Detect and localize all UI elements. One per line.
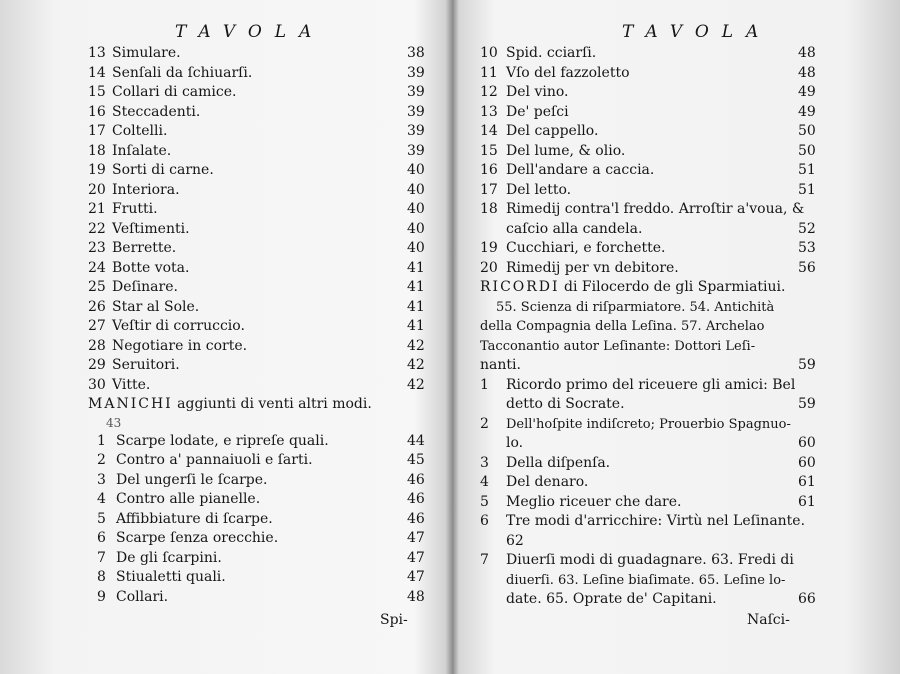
entry-page: 44 bbox=[407, 432, 425, 449]
entry-title: Del denaro. bbox=[506, 474, 589, 490]
toc-entry bbox=[0, 278, 452, 298]
entry-title: Veſtimenti. bbox=[112, 220, 190, 237]
entry-number: 26 bbox=[88, 298, 106, 315]
entry-title: Del lume, & olio. bbox=[506, 142, 626, 159]
toc-entry bbox=[0, 161, 452, 181]
toc-entry bbox=[0, 83, 452, 103]
entry-number: 29 bbox=[88, 357, 106, 373]
entry-title: De gli ſcarpini. bbox=[116, 549, 222, 566]
entry-title: Vſo del fazzoletto bbox=[506, 64, 630, 81]
entry-title-cont: lo. bbox=[506, 435, 524, 451]
entry-number: 12 bbox=[480, 84, 498, 100]
entry-number: 13 bbox=[88, 45, 106, 61]
toc-entry bbox=[460, 122, 900, 142]
section-heading-page: 43 bbox=[106, 415, 122, 430]
toc-entry bbox=[0, 376, 452, 396]
entry-page: 38 bbox=[407, 45, 425, 61]
entry-title-cont: diuerſi. 63. Leſine biaſimate. 65. Leſine lo- bbox=[506, 572, 786, 588]
toc-entry bbox=[0, 259, 452, 279]
entry-page: 48 bbox=[798, 64, 816, 81]
toc-entry bbox=[460, 181, 900, 201]
entry-title: Star al Sole. bbox=[112, 298, 200, 315]
ricordi-line bbox=[460, 298, 900, 318]
entry-number: 23 bbox=[88, 240, 106, 256]
entry-page: 61 bbox=[798, 493, 816, 510]
toc-entry bbox=[0, 200, 452, 220]
entry-page: 59 bbox=[798, 396, 816, 412]
ricordi-line bbox=[460, 337, 900, 357]
entry-number: 20 bbox=[88, 181, 106, 198]
entry-title-cont: 62 bbox=[506, 532, 524, 549]
ricordi-heading bbox=[460, 278, 900, 298]
entry-number: 6 bbox=[480, 513, 489, 529]
entry-page: 48 bbox=[407, 588, 425, 605]
entry-number: 2 bbox=[97, 452, 106, 468]
entry-title-cont: date. 65. Oprate de' Capitani. bbox=[506, 591, 717, 607]
entry-title: Frutti. bbox=[112, 201, 158, 217]
entry-number: 18 bbox=[480, 201, 498, 217]
toc-sub-entry bbox=[0, 432, 452, 452]
entry-title: Ricordo primo del riceuere gli amici: Bel bbox=[506, 376, 796, 393]
entry-title: caſcio alla candela. bbox=[506, 220, 643, 237]
entry-page: 47 bbox=[407, 530, 425, 546]
entry-page: 40 bbox=[407, 201, 425, 217]
entry-page: 60 bbox=[798, 435, 816, 451]
entry-page: 47 bbox=[407, 549, 425, 566]
toc-entry bbox=[460, 200, 900, 220]
ricordi-line-text: Tacconantio autor Leſinante: Dottori Leſi- bbox=[480, 338, 756, 354]
entry-page: 51 bbox=[798, 162, 816, 178]
entry-page: 39 bbox=[407, 103, 425, 120]
left-entry-list bbox=[0, 44, 452, 607]
entry-title: Deſinare. bbox=[112, 279, 178, 295]
entry-page: 41 bbox=[407, 259, 425, 276]
entry-title: Scarpe ſenza orecchie. bbox=[116, 530, 279, 546]
entry-page: 53 bbox=[798, 240, 816, 256]
toc-sub-entry bbox=[0, 529, 452, 549]
entry-number: 17 bbox=[480, 181, 498, 198]
toc-sub-entry bbox=[0, 510, 452, 530]
entry-page: 41 bbox=[407, 318, 425, 334]
entry-title: Del vino. bbox=[506, 84, 569, 100]
entry-page: 49 bbox=[798, 103, 816, 120]
ricordo-item bbox=[460, 493, 900, 513]
entry-page: 49 bbox=[798, 84, 816, 100]
toc-entry bbox=[460, 142, 900, 162]
ricordi-line bbox=[460, 317, 900, 337]
entry-number: 20 bbox=[480, 259, 498, 276]
entry-page: 39 bbox=[407, 64, 425, 81]
ricordi-line-text: 55. Scienza di riſparmiatore. 54. Antichità bbox=[496, 299, 775, 315]
entry-title: Rimedij per vn debitore. bbox=[506, 259, 679, 276]
entry-page: 41 bbox=[407, 279, 425, 295]
entry-title: Veſtir di corruccio. bbox=[112, 318, 245, 334]
entry-page: 48 bbox=[798, 45, 816, 61]
entry-title: Contro a' pannaiuoli e ſarti. bbox=[116, 452, 313, 468]
entry-number: 13 bbox=[480, 103, 498, 120]
entry-title: Collari di camice. bbox=[112, 84, 237, 100]
entry-page: 52 bbox=[798, 220, 816, 237]
entry-title: Della diſpenſa. bbox=[506, 454, 611, 471]
entry-page: 60 bbox=[798, 454, 816, 471]
toc-entry bbox=[460, 259, 900, 279]
toc-entry bbox=[0, 103, 452, 123]
entry-number: 19 bbox=[88, 162, 106, 178]
entry-page: 46 bbox=[407, 510, 425, 527]
toc-sub-entry bbox=[0, 451, 452, 471]
toc-sub-entry bbox=[0, 490, 452, 510]
toc-entry bbox=[0, 220, 452, 240]
entry-number: 28 bbox=[88, 337, 106, 354]
entry-title: Meglio riceuer che dare. bbox=[506, 493, 682, 510]
toc-entry bbox=[460, 161, 900, 181]
entry-page: 50 bbox=[798, 123, 816, 139]
entry-page: 39 bbox=[407, 142, 425, 159]
entry-number: 16 bbox=[88, 103, 106, 120]
entry-number: 21 bbox=[88, 201, 106, 217]
toc-sub-entry bbox=[0, 568, 452, 588]
ricordi-heading-text: di Filocerdo de gli Sparmiatiui. bbox=[564, 279, 786, 295]
ricordo-item bbox=[460, 454, 900, 474]
toc-entry bbox=[0, 64, 452, 84]
toc-entry bbox=[0, 44, 452, 64]
ricordo-item bbox=[460, 376, 900, 396]
section-heading-text: aggiunti di venti altri modi. bbox=[177, 396, 372, 412]
right-entry-list bbox=[460, 44, 900, 610]
entry-number: 5 bbox=[480, 493, 489, 510]
entry-number: 15 bbox=[480, 142, 498, 159]
ricordo-item-cont bbox=[460, 590, 900, 610]
section-heading-caps: MANICHI bbox=[88, 396, 173, 412]
entry-title: Tre modi d'arricchire: Virtù nel Leſinante. bbox=[506, 513, 806, 529]
entry-page: 46 bbox=[407, 491, 425, 507]
entry-number: 4 bbox=[480, 474, 489, 490]
toc-entry bbox=[460, 44, 900, 64]
entry-page: 42 bbox=[407, 376, 425, 393]
entry-title: Del letto. bbox=[506, 181, 572, 198]
entry-page: 42 bbox=[407, 337, 425, 354]
entry-title: Cucchiari, e forchette. bbox=[506, 240, 666, 256]
entry-page: 51 bbox=[798, 181, 816, 198]
entry-title: Simulare. bbox=[112, 45, 181, 61]
entry-title: Coltelli. bbox=[112, 123, 168, 139]
entry-title: Affibbiature di ſcarpe. bbox=[116, 510, 273, 527]
toc-entry bbox=[460, 103, 900, 123]
entry-number: 10 bbox=[480, 45, 498, 61]
toc-entry bbox=[460, 64, 900, 84]
entry-title: Del cappello. bbox=[506, 123, 599, 139]
entry-page: 45 bbox=[407, 452, 425, 468]
toc-entry bbox=[460, 239, 900, 259]
entry-number: 2 bbox=[480, 415, 489, 432]
entry-title: Spid. cciarſi. bbox=[506, 45, 597, 61]
entry-title: Negotiare in corte. bbox=[112, 337, 248, 354]
entry-title: Collari. bbox=[116, 588, 169, 605]
ricordi-heading-caps: RICORDI bbox=[480, 279, 560, 295]
ricordo-item bbox=[460, 473, 900, 493]
entry-number: 5 bbox=[97, 510, 106, 527]
entry-number: 15 bbox=[88, 84, 106, 100]
section-heading-page-row bbox=[0, 415, 452, 432]
entry-number: 7 bbox=[97, 549, 106, 566]
toc-entry bbox=[0, 142, 452, 162]
toc-entry bbox=[460, 220, 900, 240]
entry-title: Contro alle pianelle. bbox=[116, 491, 261, 507]
entry-title: Interiora. bbox=[112, 181, 180, 198]
entry-number: 22 bbox=[88, 220, 106, 237]
entry-page: 39 bbox=[407, 84, 425, 100]
toc-entry bbox=[0, 181, 452, 201]
entry-number: 9 bbox=[97, 588, 106, 605]
entry-number: 24 bbox=[88, 259, 106, 276]
entry-number: 7 bbox=[480, 552, 489, 568]
entry-number: 17 bbox=[88, 123, 106, 139]
toc-entry bbox=[0, 239, 452, 259]
entry-number: 14 bbox=[88, 64, 106, 81]
entry-number: 30 bbox=[88, 376, 106, 393]
toc-entry bbox=[0, 317, 452, 337]
entry-title: Rimedij contra'l freddo. Arroſtir a'voua, & bbox=[506, 201, 805, 217]
toc-sub-entry bbox=[0, 549, 452, 569]
entry-number: 18 bbox=[88, 142, 106, 159]
entry-page: 61 bbox=[798, 474, 816, 490]
entry-page: 66 bbox=[798, 591, 816, 607]
running-head-right: TAVOLA bbox=[622, 22, 772, 42]
entry-title-cont: detto di Socrate. bbox=[506, 396, 625, 412]
ricordo-item bbox=[460, 551, 900, 571]
ricordi-line bbox=[460, 356, 900, 376]
ricordo-item-cont bbox=[460, 571, 900, 591]
ricordo-item-cont bbox=[460, 395, 900, 415]
toc-entry bbox=[0, 337, 452, 357]
entry-title: Scarpe lodate, e ripreſe quali. bbox=[116, 432, 329, 449]
toc-sub-entry bbox=[0, 588, 452, 608]
entry-title: Sorti di carne. bbox=[112, 162, 214, 178]
entry-page: 41 bbox=[407, 298, 425, 315]
entry-title: Seruitori. bbox=[112, 357, 180, 373]
catchword-left: Spi- bbox=[380, 612, 408, 628]
entry-page: 40 bbox=[407, 181, 425, 198]
entry-number: 19 bbox=[480, 240, 498, 256]
entry-title: Diuerſi modi di guadagnare. 63. Fredi di bbox=[506, 552, 794, 568]
entry-title: Inſalate. bbox=[112, 142, 172, 159]
catchword-right: Naſci- bbox=[747, 612, 790, 628]
entry-number: 27 bbox=[88, 318, 106, 334]
entry-title: Stiualetti quali. bbox=[116, 569, 226, 585]
ricordi-line-text: della Compagnia della Leſina. 57. Archelao bbox=[480, 319, 765, 334]
entry-number: 3 bbox=[480, 454, 489, 471]
entry-page: 59 bbox=[798, 357, 816, 373]
toc-entry bbox=[0, 122, 452, 142]
entry-number: 14 bbox=[480, 123, 498, 139]
entry-number: 3 bbox=[97, 471, 106, 488]
entry-number: 16 bbox=[480, 162, 498, 178]
entry-title: Dell'hoſpite indiſcreto; Prouerbio Spagnuo- bbox=[506, 416, 791, 432]
entry-title: Botte vota. bbox=[112, 259, 190, 276]
ricordo-item-cont bbox=[460, 532, 900, 552]
entry-page: 56 bbox=[798, 259, 816, 276]
toc-entry bbox=[0, 356, 452, 376]
entry-page: 40 bbox=[407, 220, 425, 237]
ricordi-line-text: nanti. bbox=[480, 357, 521, 373]
ricordo-item bbox=[460, 512, 900, 532]
entry-page: 50 bbox=[798, 142, 816, 159]
entry-title: Del ungerſi le ſcarpe. bbox=[116, 471, 268, 488]
entry-title: Steccadenti. bbox=[112, 103, 201, 120]
toc-entry bbox=[460, 83, 900, 103]
entry-number: 1 bbox=[97, 432, 106, 449]
entry-title: Berrette. bbox=[112, 240, 177, 256]
entry-title: Senſali da ſchiuarſi. bbox=[112, 64, 253, 81]
section-heading bbox=[0, 395, 452, 415]
running-head-left: TAVOLA bbox=[175, 22, 325, 42]
entry-title: Vitte. bbox=[112, 376, 151, 393]
toc-sub-entry bbox=[0, 471, 452, 491]
entry-page: 42 bbox=[407, 357, 425, 373]
entry-page: 39 bbox=[407, 123, 425, 139]
entry-number: 6 bbox=[97, 530, 106, 546]
toc-entry bbox=[0, 298, 452, 318]
entry-number: 8 bbox=[97, 569, 106, 585]
entry-page: 40 bbox=[407, 162, 425, 178]
right-page bbox=[460, 0, 900, 674]
entry-title: Dell'andare a caccia. bbox=[506, 162, 655, 178]
ricordo-item bbox=[460, 415, 900, 435]
entry-page: 40 bbox=[407, 240, 425, 256]
entry-title: De' peſci bbox=[506, 103, 569, 120]
entry-number: 1 bbox=[480, 376, 489, 393]
entry-number: 11 bbox=[480, 64, 498, 81]
entry-number: 4 bbox=[97, 491, 106, 507]
entry-number: 25 bbox=[88, 279, 106, 295]
ricordo-item-cont bbox=[460, 434, 900, 454]
entry-page: 46 bbox=[407, 471, 425, 488]
entry-page: 47 bbox=[407, 569, 425, 585]
